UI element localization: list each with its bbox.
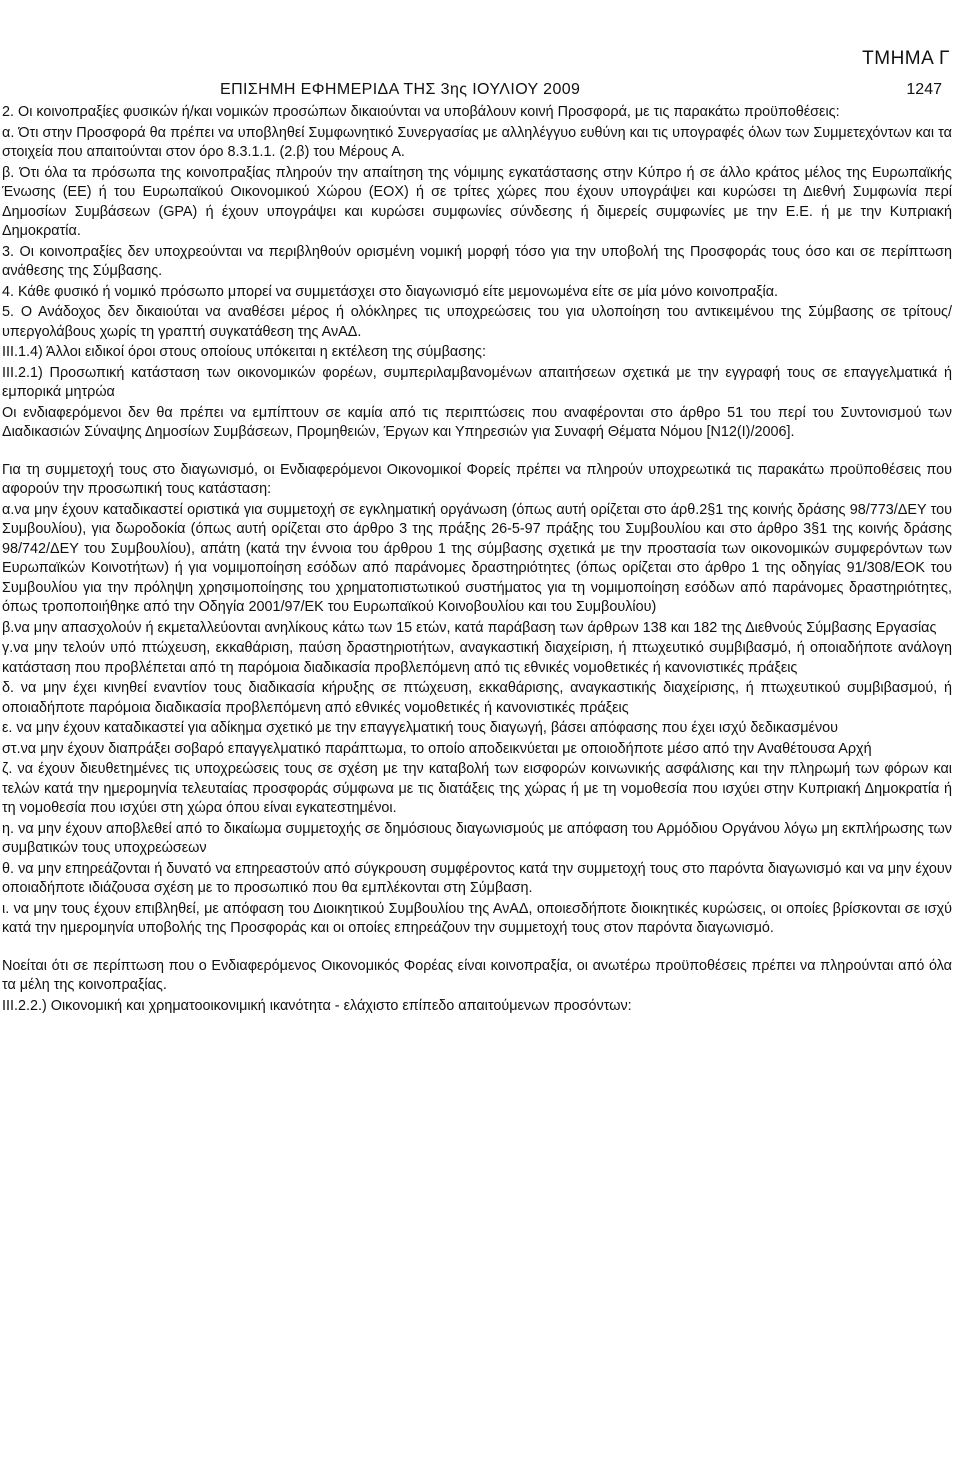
gazette-title: ΕΠΙΣΗΜΗ ΕΦΗΜΕΡΙΔΑ ΤΗΣ 3ης ΙΟΥΛΙΟΥ 2009 (220, 81, 581, 98)
paragraph: 4. Κάθε φυσικό ή νομικό πρόσωπο μπορεί να συμμετάσχει στο διαγωνισμό είτε μεμονωμένα είτε σε μία μόνο κοινοπραξία. (2, 283, 779, 300)
paragraph: β. Ότι όλα τα πρόσωπα της κοινοπραξίας πληρούν την απαίτηση της νόμιμης εγκατάστασης στην Κύπρο ή σε άλλο κράτος μέλος της Ευρωπαϊκής Ένωσης (ΕΕ) ή του Ευρωπαϊκού Οικονομικού Χώρου (ΕΟΧ) ή σε τρίτες χώρες που έχουν υπογράψει και κυρώσει τη Διεθνή Συμφωνία περί Δημοσίων Συμβάσεων (GPA) ή έχουν υπογράψει και κυρώσει συμφωνίες σύνδεσης ή διμερείς συμφωνίες με την Ε.Ε. ή με την Κυπριακή Δημοκρατία. (2, 164, 952, 239)
paragraph: 2. Οι κοινοπραξίες φυσικών ή/και νομικών προσώπων δικαιούνται να υποβάλουν κοινή Προσφορά, με τις παρακάτω προϋποθέσεις: (2, 104, 840, 120)
list-item: ζ. να έχουν διευθετημένες τις υποχρεώσεις τους σε σχέση με την καταβολή των εισφορών κοινωνικής ασφάλισης και την πληρωμή των φόρων και τελών κατά την ημερομηνία τελευταίας προσφοράς σύμφωνα με τις διατάξεις της χώρας ή με τη νομοθεσία που ισχύει στην Κυπριακή Δημοκρατία ή τη νομοθεσία που ισχύει στη χώρα όπου είναι εγκατεστημένοι. (2, 761, 952, 816)
paragraph: Νοείται ότι σε περίπτωση που ο Ενδιαφερόμενος Οικονομικός Φορέας είναι κοινοπραξία, οι ανωτέρω προϋποθέσεις πρέπει να πληρούνται από όλα τα μέλη της κοινοπραξίας. (2, 957, 952, 993)
list-item: γ.να μην τελούν υπό πτώχευση, εκκαθάριση, παύση δραστηριοτήτων, αναγκαστική διαχείριση, ή πτωχευτικό συμβιβασμό, ή οποιαδήποτε ανάλογη κατάσταση που προβλέπεται από τη παρόμοια διαδικασία προβλεπόμενη από τις εθνικές νομοθετικές ή κανονιστικές πράξεις (2, 640, 952, 676)
subsection-heading: ΙΙΙ.2.2.) Οικονομική και χρηματοοικονιμική ικανότητα - ελάχιστο επίπεδο απαιτούμενων προσόντων: (2, 997, 632, 1014)
paragraph: 3. Οι κοινοπραξίες δεν υποχρεούνται να περιβληθούν ορισμένη νομική μορφή τόσο για την υποβολή της Προσφοράς τους όσο και σε περίπτωση ανάθεσης της Σύμβασης. (2, 243, 952, 279)
paragraph: 5. Ο Ανάδοχος δεν δικαιούται να αναθέσει μέρος ή ολόκληρες τις υποχρεώσεις του για υλοποίηση του αντικειμένου της Σύμβασης σε τρίτους/υπεργολάβους χωρίς τη γραπτή συγκατάθεση της ΑνΑΔ. (2, 304, 952, 340)
list-item: δ. να μην έχει κινηθεί εναντίον τους διαδικασία κήρυξης σε πτώχευση, εκκαθάρισης, αναγκαστικής διαχείρισης, ή πτωχευτικού συμβιβασμού, ή οποιαδήποτε παρόμοια διαδικασία προβλεπόμενη από εθνικές νομοθετικές ή κανονιστικές πράξεις (2, 680, 952, 716)
page-number: 1247 (906, 81, 942, 98)
subsection-heading: ΙΙΙ.1.4) Άλλοι ειδικοί όροι στους οποίους υπόκειται η εκτέλεση της σύμβασης: (2, 344, 486, 360)
list-item: ι. να μην τους έχουν επιβληθεί, με απόφαση του Διοικητικού Συμβουλίου της ΑνΑΔ, οποιεσδήποτε διοικητικές κυρώσεις, οι οποίες βρίσκονται σε ισχύ κατά την ημερομηνία υποβολής της Προσφοράς και οι οποίες επηρεάζουν την συμμετοχή τους στον παρόντα διαγωνισμό. (2, 900, 952, 936)
paragraph: α. Ότι στην Προσφορά θα πρέπει να υποβληθεί Συμφωνητικό Συνεργασίας με αλληλέγγυο ευθύνη και τις υπογραφές όλων των Συμμετεχόντων και τα στοιχεία που απαιτούνται στον όρο 8.3.1.1. (2.β) του Μέρους Α. (2, 124, 952, 160)
list-item: στ.να μην έχουν διαπράξει σοβαρό επαγγελματικό παράπτωμα, το οποίο αποδεικνύεται με οποιοδήποτε μέσο από την Αναθέτουσα Αρχή (2, 740, 872, 757)
paragraph: Για τη συμμετοχή τους στο διαγωνισμό, οι Ενδιαφερόμενοι Οικονομικοί Φορείς πρέπει να πληρούν υποχρεωτικά τις παρακάτω προϋποθέσεις που αφορούν την προσωπική τους κατάσταση: (2, 461, 952, 497)
list-item: α.να μην έχουν καταδικαστεί οριστικά για συμμετοχή σε εγκληματική οργάνωση (όπως αυτή ορίζεται στο άρθ.2§1 της κοινής δράσης 98/773/ΔΕΥ του Συμβουλίου), για δωροδοκία (όπως αυτή ορίζεται στο άρθρο 3 της πράξης 26-5-97 πράξης του Συμβουλίου και στο άρθρο 3§1 της κοινής δράσης 98/742/ΔΕΥ του Συμβουλίου), απάτη (κατά την έννοια του άρθρου 1 της σύμβασης σχετικά με την προστασία των οικονομικών συμφερόντων των Ευρωπαϊκών Κοινοτήτων) ή για νομιμοποίηση εσόδων από παράνομες δραστηριότητες (όπως ορίζεται στο άρθρο 1 της οδηγίας 91/308/ΕΟΚ του Συμβουλίου για την πρόληψη χρησιμοποίησης του χρηματοπιστωτικού συστήματος για τη νομιμοποίηση εσόδων από παράνομες δραστηριότητες, όπως τροποποιήθηκε από την Οδηγία 2001/97/ΕΚ του Ευρωπαϊκού Κοινοβουλίου και του Συμβουλίου) (2, 501, 952, 615)
list-item: θ. να μην επηρεάζονται ή δυνατό να επηρεαστούν από σύγκρουση συμφέροντος κατά την συμμετοχή τους στο παρόντα διαγωνισμό και να μην έχουν οποιαδήποτε ιδιάζουσα σχέση με το προσωπικό που θα εμπλέκονται στη Σύμβαση. (2, 860, 952, 896)
document-body (2, 103, 952, 1017)
list-item: β.να μην απασχολούν ή εκμεταλλεύονται ανηλίκους κάτω των 15 ετών, κατά παράβαση των άρθρων 138 και 182 της Διεθνούς Σύμβασης Εργασίας (2, 619, 937, 636)
list-item: η. να μην έχουν αποβλεθεί από το δικαίωμα συμμετοχής σε δημόσιους διαγωνισμούς με απόφαση του Αρμόδιου Οργάνου λόγω μη εκπλήρωσης των συμβατικών τους υποχρεώσεων (2, 820, 952, 856)
section-tag: ΤΜΗΜΑ Γ (862, 48, 950, 69)
subsection-heading: ΙΙΙ.2.1) Προσωπική κατάσταση των οικονομικών φορέων, συμπεριλαμβανομένων απαιτήσεων σχετικά με την εγγραφή τους σε επαγγελματικά ή εμπορικά μητρώα (2, 364, 952, 400)
list-item: ε. να μην έχουν καταδικαστεί για αδίκημα σχετικό με την επαγγελματική τους διαγωγή, βάσει απόφασης που έχει ισχύ δεδικασμένου (2, 720, 839, 736)
paragraph: Οι ενδιαφερόμενοι δεν θα πρέπει να εμπίπτουν σε καμία από τις περιπτώσεις που αναφέρονται στο άρθρο 51 του περί του Συντονισμού των Διαδικασιών Σύναψης Δημοσίων Συμβάσεων, Προμηθειών, Έργων και Υπηρεσιών για Συναφή Θέματα Νόμου [Ν12(Ι)/2006]. (2, 404, 952, 440)
